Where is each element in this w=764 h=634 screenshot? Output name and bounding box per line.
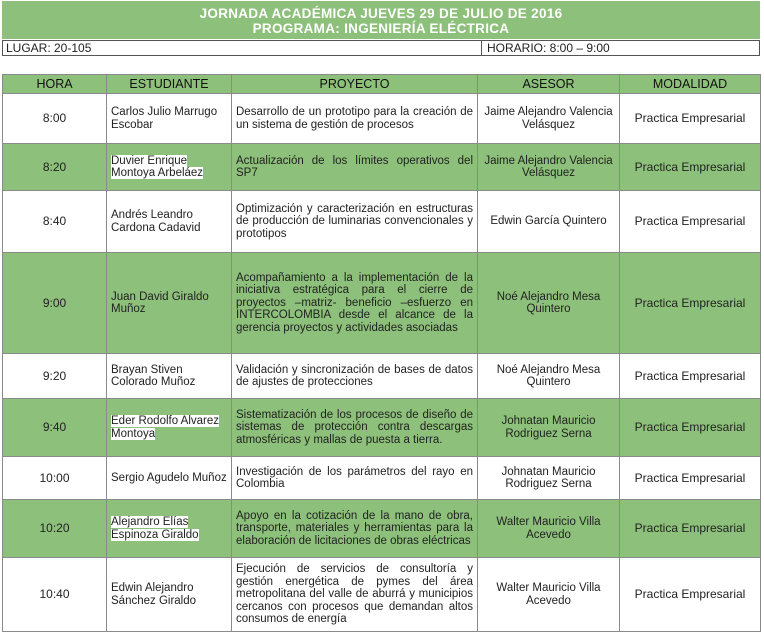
- cell-estudiante: Edwin Alejandro Sánchez Giraldo: [107, 558, 232, 632]
- cell-asesor: Johnatan Mauricio Rodriguez Serna: [478, 399, 620, 457]
- cell-modalidad: Practica Empresarial: [620, 94, 761, 144]
- cell-proyecto: Ejecución de servicios de consultoría y gestión energética de pymes del área metropolitana del valle de aburrá y municipios cercanos con procesos que demandan altos consumos de energía: [232, 558, 478, 632]
- column-header-modalidad: MODALIDAD: [620, 75, 761, 94]
- cell-hora: 9:40: [3, 399, 107, 457]
- cell-modalidad: Practica Empresarial: [620, 457, 761, 500]
- table-row: [3, 94, 761, 144]
- cell-asesor: Jaime Alejandro Valencia Velásquez: [478, 144, 620, 191]
- column-header-proyecto: PROYECTO: [232, 75, 478, 94]
- column-header-asesor: ASESOR: [478, 75, 620, 94]
- cell-estudiante-text: Alejandro Elías Espinoza Giraldo: [111, 516, 199, 541]
- table-row: [3, 354, 761, 399]
- column-header-hora: HORA: [3, 75, 107, 94]
- table-row: [3, 399, 761, 457]
- cell-estudiante: Brayan Stiven Colorado Muñoz: [107, 354, 232, 399]
- column-header-estudiante: ESTUDIANTE: [107, 75, 232, 94]
- cell-estudiante: Andrés Leandro Cardona Cadavid: [107, 191, 232, 253]
- table-row: [3, 191, 761, 253]
- cell-asesor: Noé Alejandro Mesa Quintero: [478, 253, 620, 354]
- cell-asesor: Edwin García Quintero: [478, 191, 620, 253]
- cell-proyecto: Investigación de los parámetros del rayo en Colombia: [232, 457, 478, 500]
- cell-proyecto: Desarrollo de un prototipo para la creación de un sistema de gestión de procesos: [232, 94, 478, 144]
- cell-modalidad: Practica Empresarial: [620, 500, 761, 558]
- location-label: LUGAR: 20-105: [6, 41, 92, 55]
- cell-asesor: Jaime Alejandro Valencia Velásquez: [478, 94, 620, 144]
- table-row: [3, 500, 761, 558]
- event-banner: [2, 1, 760, 39]
- cell-modalidad: Practica Empresarial: [620, 399, 761, 457]
- table-row: [3, 558, 761, 632]
- info-bar: [2, 40, 760, 56]
- cell-hora: 10:00: [3, 457, 107, 500]
- schedule-time-label: HORARIO: 8:00 – 9:00: [487, 41, 610, 55]
- cell-proyecto: Validación y sincronización de bases de datos de ajustes de protecciones: [232, 354, 478, 399]
- cell-hora: 9:00: [3, 253, 107, 354]
- cell-hora: 8:40: [3, 191, 107, 253]
- cell-asesor: Johnatan Mauricio Rodriguez Serna: [478, 457, 620, 500]
- table-row: [3, 253, 761, 354]
- event-title: JORNADA ACADÉMICA JUEVES 29 DE JULIO DE 2016: [199, 6, 563, 21]
- schedule-table: [2, 74, 761, 632]
- cell-asesor: Walter Mauricio Villa Acevedo: [478, 558, 620, 632]
- cell-proyecto: Acompañamiento a la implementación de la iniciativa estratégica para el cierre de proyectos –matriz- beneficio –esfuerzo en INTERCOLOMBIA desde el alcance de la gerencia proyectos y actividades asociadas: [232, 253, 478, 354]
- program-title: PROGRAMA: INGENIERÍA ELÉCTRICA: [252, 21, 510, 36]
- cell-modalidad: Practica Empresarial: [620, 558, 761, 632]
- cell-estudiante: [107, 144, 232, 191]
- cell-estudiante: Sergio Agudelo Muñoz: [107, 457, 232, 500]
- cell-modalidad: Practica Empresarial: [620, 191, 761, 253]
- cell-hora: 8:00: [3, 94, 107, 144]
- cell-asesor: Walter Mauricio Villa Acevedo: [478, 500, 620, 558]
- table-row: [3, 457, 761, 500]
- cell-estudiante-text: Duvier Enrique Montoya Arbeláez: [111, 154, 204, 179]
- cell-modalidad: Practica Empresarial: [620, 354, 761, 399]
- cell-estudiante: Juan David Giraldo Muñoz: [107, 253, 232, 354]
- cell-estudiante: [107, 399, 232, 457]
- cell-hora: 8:20: [3, 144, 107, 191]
- cell-proyecto: Apoyo en la cotización de la mano de obra, transporte, materiales y herramientas para la elaboración de licitaciones de obras eléctricas: [232, 500, 478, 558]
- cell-proyecto: Sistematización de los procesos de diseño de sistemas de protección contra descargas atmosféricas y mallas de puesta a tierra.: [232, 399, 478, 457]
- cell-hora: 9:20: [3, 354, 107, 399]
- cell-asesor: Noé Alejandro Mesa Quintero: [478, 354, 620, 399]
- cell-estudiante-text: Eder Rodolfo Alvarez Montoya: [111, 415, 220, 440]
- cell-estudiante: Carlos Julio Marrugo Escobar: [107, 94, 232, 144]
- info-divider: [481, 41, 482, 55]
- cell-hora: 10:40: [3, 558, 107, 632]
- cell-proyecto: Actualización de los límites operativos del SP7: [232, 144, 478, 191]
- cell-modalidad: Practica Empresarial: [620, 144, 761, 191]
- table-header-row: [3, 75, 761, 94]
- cell-estudiante: [107, 500, 232, 558]
- cell-hora: 10:20: [3, 500, 107, 558]
- cell-modalidad: Practica Empresarial: [620, 253, 761, 354]
- cell-proyecto: Optimización y caracterización en estructuras de producción de luminarias convencionales y prototipos: [232, 191, 478, 253]
- table-row: [3, 144, 761, 191]
